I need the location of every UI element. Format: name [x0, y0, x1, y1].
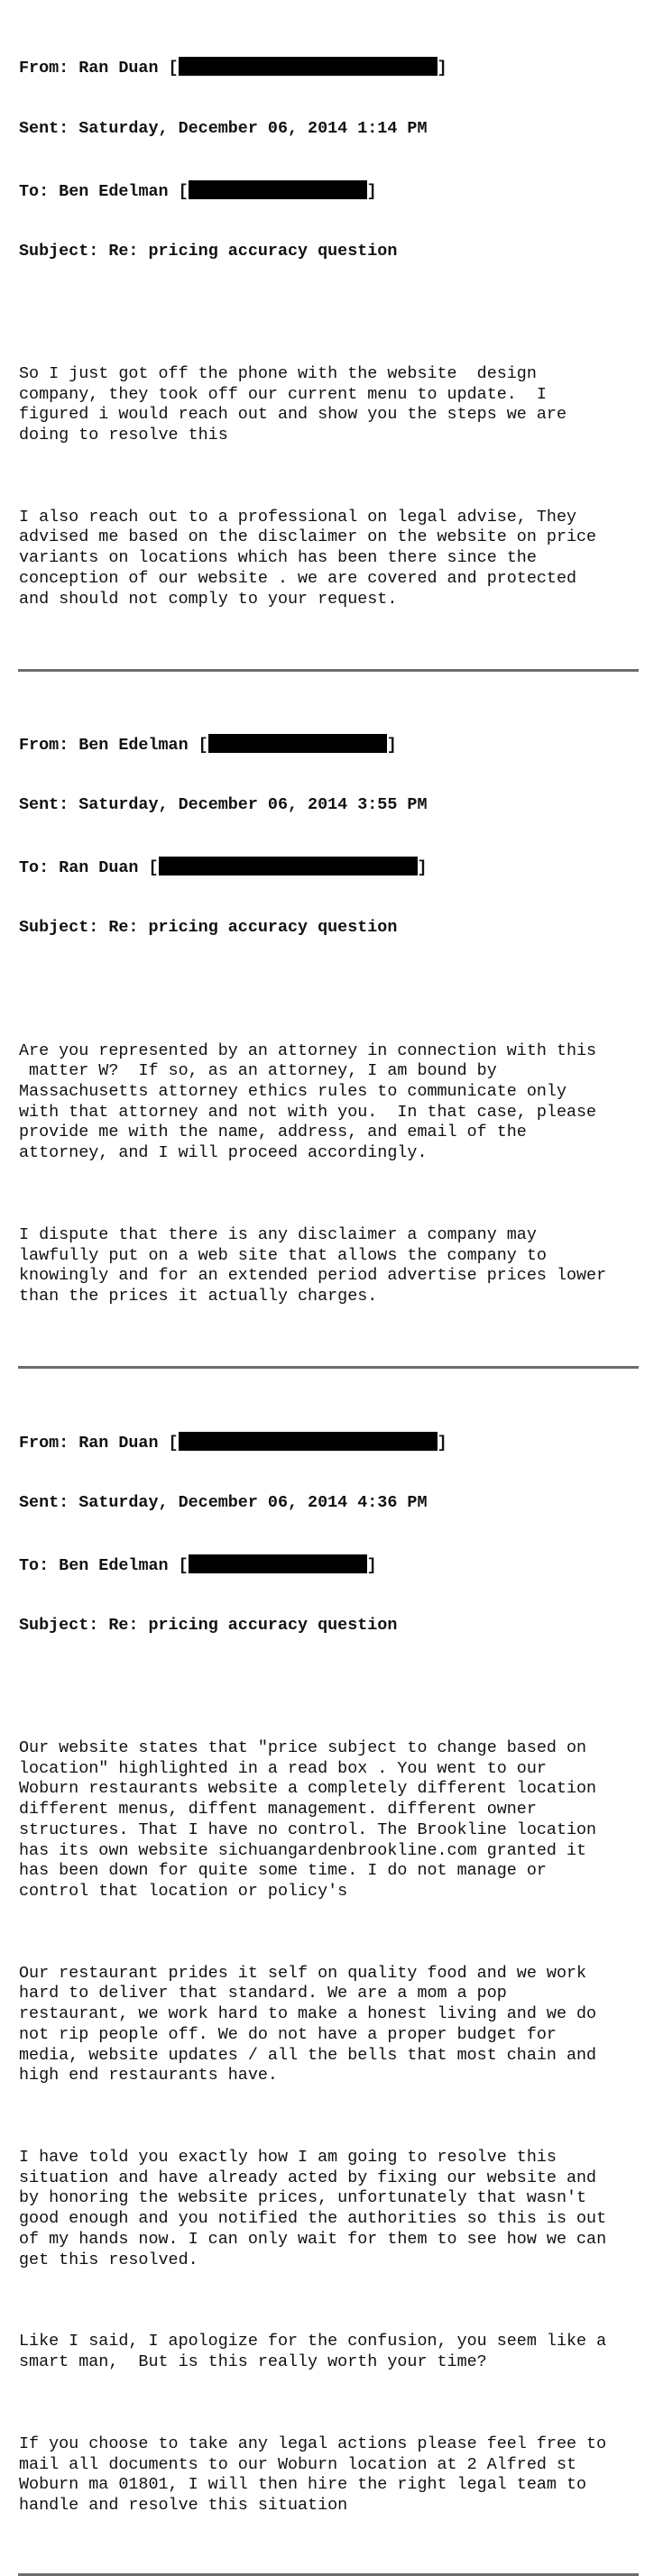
- redacted-email-address: [179, 57, 438, 76]
- email-thread: [19, 16, 641, 2576]
- email-body: [19, 323, 641, 650]
- from-name: Ben Edelman: [78, 736, 189, 756]
- body-paragraph: Our restaurant prides it self on quality food and we work hard to deliver that standard. We are a mom a pop restaurant, we work hard to make a honest living and we do not rip people off. We do not have a proper budget for media, website updates / all the bells that most chain and high end restaurants have.: [19, 1963, 597, 2086]
- subject-line: [19, 242, 641, 262]
- email-headers: [19, 16, 641, 303]
- subject-label: Subject:: [19, 1615, 109, 1635]
- to-label: To:: [19, 1555, 60, 1575]
- email-headers: [19, 1390, 641, 1677]
- body-paragraph: Are you represented by an attorney in connection with this matter W? If so, as an attorney, I am bound by Massachusetts attorney ethics rules to communicate only with that attorney and not with you. In that case, please provide me with the name, address, and email of the attorney, and I will proceed accordingly.: [19, 1040, 597, 1163]
- from-label: From:: [19, 59, 79, 78]
- sent-label: Sent:: [19, 1492, 79, 1512]
- body-paragraph: Like I said, I apologize for the confusion, you seem like a smart man, But is this really worth your time?: [19, 2332, 607, 2372]
- from-name: Ran Duan: [78, 1433, 159, 1453]
- redacted-email-address: [189, 1554, 367, 1573]
- subject-text: Re: pricing accuracy question: [108, 918, 398, 938]
- subject-text: Re: pricing accuracy question: [108, 1615, 398, 1635]
- to-line: To: Ben Edelman [ ]: [19, 1555, 377, 1575]
- subject-label: Subject:: [19, 241, 109, 261]
- from-name: Ran Duan: [78, 59, 159, 78]
- body-paragraph: If you choose to take any legal actions please feel free to mail all documents to our Woburn location at 2 Alfred st Woburn ma 01801, I will then hire the right legal team to handle and resolve this situation: [19, 2434, 607, 2515]
- sent-line: [19, 119, 641, 140]
- message-divider: [18, 669, 639, 672]
- body-paragraph: I have told you exactly how I am going to resolve this situation and have already acted by fixing our website and by honoring the website prices, unfortunately that wasn't good enough and you notified the authorities so this is out of my hands now. I can only wait for them to see how we can get this resolved.: [19, 2148, 607, 2269]
- to-line: To: Ben Edelman [ ]: [19, 181, 377, 201]
- from-line: From: Ran Duan [ ]: [19, 59, 447, 78]
- from-label: From:: [19, 736, 79, 756]
- from-label: From:: [19, 1433, 79, 1453]
- subject-line: [19, 1616, 641, 1636]
- sent-date: Saturday, December 06, 2014 1:14 PM: [78, 118, 428, 138]
- subject-line: [19, 918, 641, 939]
- redacted-email-address: [208, 734, 387, 753]
- redacted-email-address: [189, 180, 367, 199]
- subject-text: Re: pricing accuracy question: [108, 241, 398, 261]
- email-message: [19, 1390, 641, 2557]
- email-body: [19, 1000, 641, 1348]
- redacted-email-address: [159, 857, 418, 875]
- email-message: [19, 693, 641, 1348]
- body-paragraph: I dispute that there is any disclaimer a company may lawfully put on a web site that allows the company to knowingly and for an extended period advertise prices lower than the prices it actually charges.: [19, 1224, 607, 1306]
- sent-date: Saturday, December 06, 2014 4:36 PM: [78, 1492, 428, 1512]
- body-paragraph: I also reach out to a professional on legal advise, They advised me based on the disclaimer on the website on price variants on locations which has been there since the conception of our website . we are covered and protected and should not comply to your request.: [19, 507, 597, 609]
- to-name: Ran Duan: [59, 858, 139, 878]
- email-headers: [19, 693, 641, 980]
- to-name: Ben Edelman: [59, 1555, 169, 1575]
- sent-line: [19, 1493, 641, 1514]
- from-line: From: Ben Edelman [ ]: [19, 736, 397, 756]
- email-message: [19, 16, 641, 651]
- to-label: To:: [19, 181, 60, 201]
- to-line: To: Ran Duan [ ]: [19, 858, 428, 878]
- from-line: From: Ran Duan [ ]: [19, 1433, 447, 1453]
- to-name: Ben Edelman: [59, 181, 169, 201]
- sent-label: Sent:: [19, 795, 79, 815]
- sent-date: Saturday, December 06, 2014 3:55 PM: [78, 795, 428, 815]
- body-paragraph: So I just got off the phone with the website design company, they took off our current menu to update. I figured i would reach out and show you the steps we are doing to resolve this: [19, 363, 566, 445]
- redacted-email-address: [179, 1432, 438, 1451]
- to-label: To:: [19, 858, 60, 878]
- body-paragraph: Our website states that "price subject to change based on location" highlighted in a read box . You went to our Woburn restaurants website a completely different location different menus, diffent management. different owner structures. That I have no control. The Brookline location has its own website sichuangardenbrookline.com granted it has been down for quite some time. I do not manage or control that location or policy's: [19, 1737, 597, 1901]
- message-divider: [18, 1366, 639, 1369]
- subject-label: Subject:: [19, 918, 109, 938]
- sent-label: Sent:: [19, 118, 79, 138]
- sent-line: [19, 795, 641, 816]
- email-body: [19, 1698, 641, 2557]
